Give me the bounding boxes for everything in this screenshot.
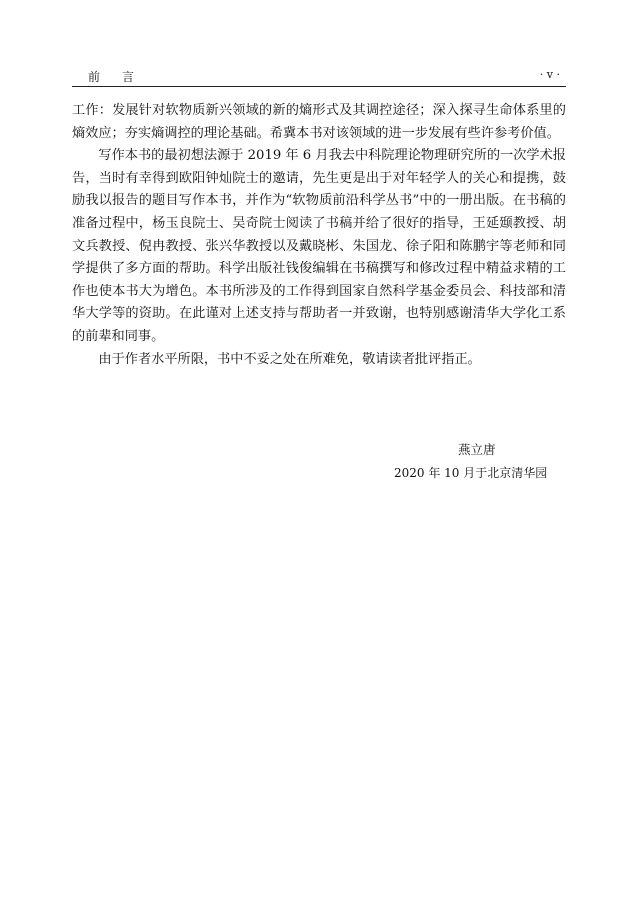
date-place: 2020 年 10 月于北京清华园 xyxy=(394,466,548,480)
preface-body xyxy=(72,100,566,371)
header-title: 前言 xyxy=(88,70,157,84)
paragraph-acknowledgments: 写作本书的最初想法源于 2019 年 6 月我去中科院理论物理研究所的一次学术报告，当时有幸得到欧阳钟灿院士的邀请，先生更是出于对年轻学人的关心和提携，鼓励我以报告的题目写作本书，并作为“软物质前沿科学丛书”中的一册出版。在书稿的准备过程中，杨玉良院士、吴奇院士阅读了书稿并给了很好的指导，王延颋教授、胡文兵教授、倪冉教授、张兴华教授以及戴晓彬、朱国龙、徐子阳和陈鹏宇等老师和同学提供了多方面的帮助。科学出版社钱俊编辑在书稿撰写和修改过程中精益求精的工作也使本书大为增色。本书所涉及的工作得到国家自然科学基金委员会、科技部和清华大学等的资助。在此谨对上述支持与帮助者一并致谢，也特别感谢清华大学化工系的前辈和同事。 xyxy=(72,148,566,344)
page-number: · v · xyxy=(539,68,560,81)
author-name: 燕立唐 xyxy=(458,442,496,457)
paragraph-continuation: 工作：发展针对软物质新兴领域的新的熵形式及其调控途径；深入探寻生命体系里的熵效应；夯实熵调控的理论基础。希冀本书对该领域的进一步发展有些许参考价值。 xyxy=(72,103,566,141)
running-header xyxy=(72,66,566,87)
paragraph-closing: 由于作者水平所限，书中不妥之处在所难免，敬请读者批评指正。 xyxy=(98,351,481,367)
